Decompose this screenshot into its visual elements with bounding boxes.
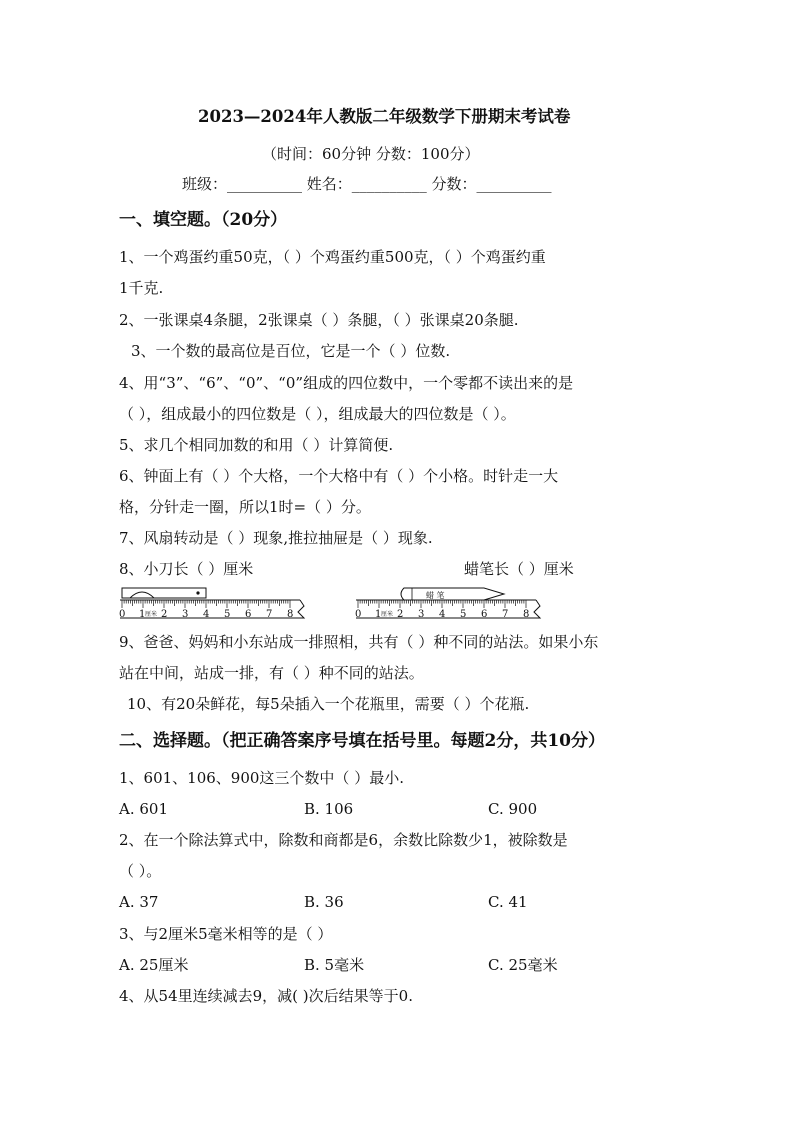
choice-q3-option-b: B. 5毫米 (304, 956, 365, 974)
tick-label-1: 1 (139, 609, 146, 620)
choice-q2-option-b: B. 36 (304, 893, 344, 911)
choice-q4: 4、从54里连续减去9，减( )次后结果等于0. (119, 987, 413, 1005)
knife-ruler-figure (118, 586, 308, 624)
q10-line: 10、有20朵鲜花，每5朵插入一个花瓶里，需要（ ）个花瓶. (127, 695, 530, 713)
q2-line: 2、一张课桌4条腿，2张课桌（ ）条腿，（ ）张课桌20条腿. (119, 311, 519, 329)
knife-icon (122, 588, 206, 598)
tick2-label-6: 6 (481, 609, 488, 620)
choice-q2-line2: （ ）。 (119, 862, 162, 880)
tick-label-7: 7 (266, 609, 273, 620)
q6-line2: 格，分针走一圈，所以1时=（ ）分。 (119, 498, 371, 516)
choice-q3: 3、与2厘米5毫米相等的是（ ） (119, 925, 333, 943)
q9-line2: 站在中间，站成一排，有（ ）种不同的站法。 (119, 664, 424, 682)
tick-label-8: 8 (287, 609, 294, 620)
q3-line: 3、一个数的最高位是百位，它是一个（ ）位数. (131, 342, 451, 360)
section1-heading: 一、填空题。（20分） (119, 210, 288, 230)
q5-line: 5、求几个相同加数的和用（ ）计算简便. (119, 436, 394, 454)
choice-q2-line1: 2、在一个除法算式中，除数和商都是6，余数比除数少1，被除数是 (119, 831, 568, 849)
tick2-label-0: 0 (355, 609, 362, 620)
crayon-label: 蜡 笔 (426, 591, 445, 600)
choice-q1-option-b: B. 106 (304, 800, 354, 818)
choice-q1: 1、601、106、900这三个数中（ ）最小. (119, 769, 404, 787)
choice-q3-option-c: C. 25毫米 (488, 956, 558, 974)
unit-label: 厘米 (145, 611, 158, 618)
tick2-label-1: 1 (375, 609, 382, 620)
page-title: 2023—2024年人教版二年级数学下册期末考试卷 (198, 107, 571, 126)
crayon-icon (401, 588, 504, 600)
choice-q3-option-a: A. 25厘米 (119, 956, 189, 974)
tick2-label-8: 8 (523, 609, 530, 620)
tick-label-5: 5 (224, 609, 231, 620)
q6-line1: 6、钟面上有（ ）个大格，一个大格中有（ ）个小格。时针走一大 (119, 467, 559, 485)
tick-label-3: 3 (182, 609, 189, 620)
tick-label-4: 4 (203, 609, 210, 620)
choice-q2-option-c: C. 41 (488, 893, 528, 911)
q4-line2: （ ），组成最小的四位数是（ ），组成最大的四位数是（ ）。 (119, 405, 516, 423)
student-info-line: 班级：__________ 姓名：__________ 分数：__________ (182, 175, 552, 193)
q9-line1: 9、爸爸、妈妈和小东站成一排照相，共有（ ）种不同的站法。如果小东 (119, 633, 599, 651)
choice-q1-option-a: A. 601 (119, 800, 168, 818)
unit-label-2: 厘米 (381, 611, 394, 618)
crayon-ruler-figure (354, 584, 544, 624)
tick-label-2: 2 (161, 609, 168, 620)
exam-time-score: （时间：60分钟 分数：100分） (262, 145, 480, 163)
tick2-label-2: 2 (397, 609, 404, 620)
q4-line1: 4、用“3”、“6”、“0”、“0”组成的四位数中，一个零都不读出来的是 (119, 374, 574, 392)
tick2-label-4: 4 (439, 609, 446, 620)
tick-label-0: 0 (119, 609, 126, 620)
q8-crayon-text: 蜡笔长（ ）厘米 (464, 560, 574, 578)
q1-line2: 1千克. (119, 279, 164, 297)
tick2-label-7: 7 (502, 609, 509, 620)
q7-line: 7、风扇转动是（ ）现象,推拉抽屉是（ ）现象. (119, 529, 433, 547)
choice-q2-option-a: A. 37 (119, 893, 159, 911)
tick2-label-5: 5 (460, 609, 467, 620)
q8-knife-text: 8、小刀长（ ）厘米 (119, 560, 254, 578)
tick-label-6: 6 (245, 609, 252, 620)
q1-line1: 1、一个鸡蛋约重50克，（ ）个鸡蛋约重500克，（ ）个鸡蛋约重 (119, 248, 546, 266)
section2-heading: 二、选择题。（把正确答案序号填在括号里。每题2分，共10分） (119, 731, 605, 751)
tick2-label-3: 3 (418, 609, 425, 620)
choice-q1-option-c: C. 900 (488, 800, 538, 818)
